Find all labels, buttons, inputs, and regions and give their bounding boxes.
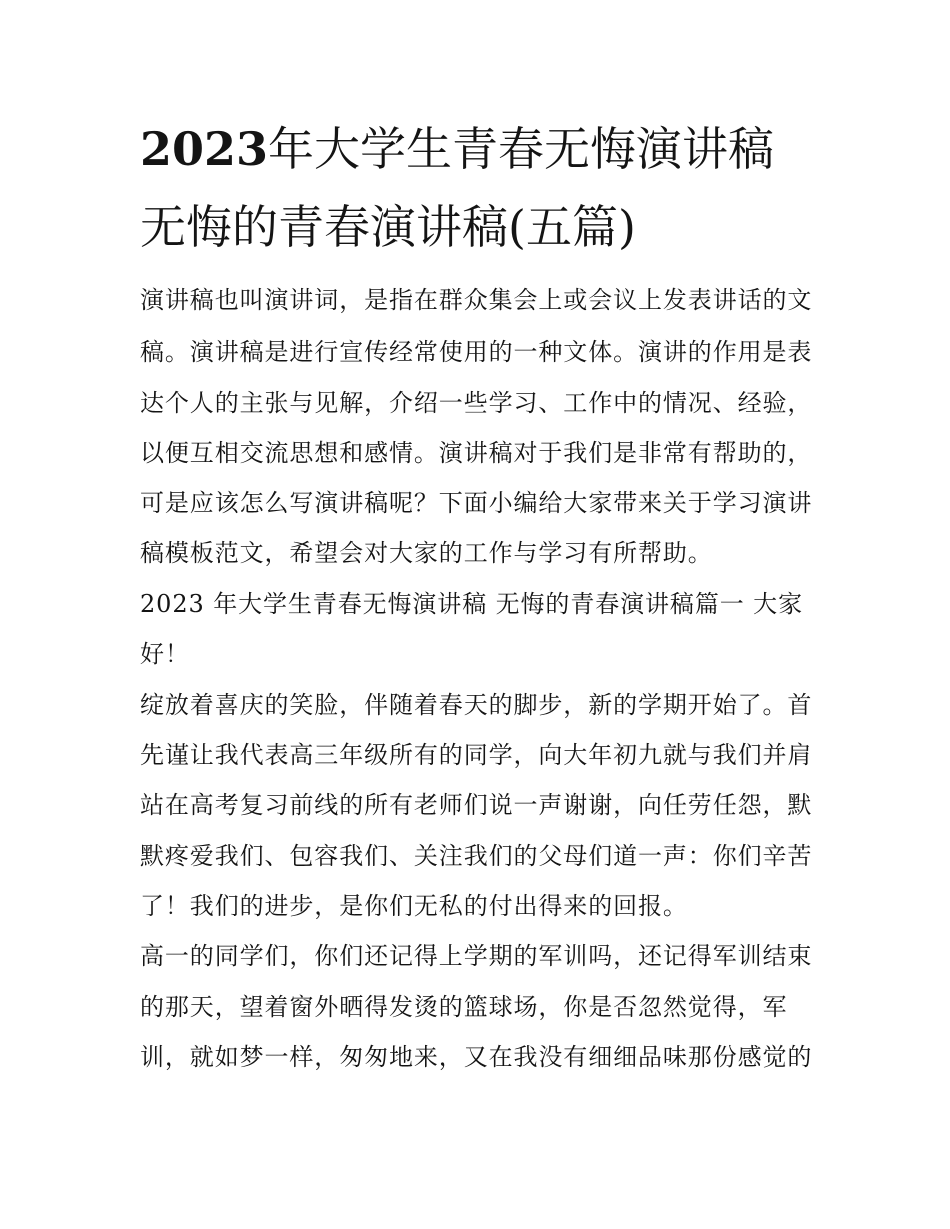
document-title-line-1 (140, 119, 774, 179)
body-line: 达个人的主张与见解，介绍一些学习、工作中的情况、经验， (140, 389, 813, 417)
body-line: 绽放着喜庆的笑脸，伴随着春天的脚步，新的学期开始了。首 (140, 691, 813, 719)
body-line: 站在高考复习前线的所有老师们说一声谢谢，向任劳任怨，默 (140, 791, 813, 819)
body-line: 训，就如梦一样，匆匆地来，又在我没有细细品味那份感觉的 (140, 1043, 813, 1071)
body-line: 高一的同学们，你们还记得上学期的军训吗，还记得军训结束 (140, 942, 813, 970)
body-line: 稿。演讲稿是进行宣传经常使用的一种文体。演讲的作用是表 (140, 338, 813, 366)
body-line: 先谨让我代表高三年级所有的同学，向大年初九就与我们并肩 (140, 741, 813, 769)
body-line: 的那天，望着窗外晒得发烫的篮球场，你是否忽然觉得，军 (140, 993, 788, 1021)
body-line: 稿模板范文，希望会对大家的工作与学习有所帮助。 (140, 539, 713, 567)
body-line: 好！ (140, 640, 190, 668)
title-text-1: 年大学生青春无悔演讲稿 (268, 122, 775, 176)
body-line: 默疼爱我们、包容我们、关注我们的父母们道一声：你们辛苦 (140, 842, 813, 870)
body-line: 可是应该怎么写演讲稿呢？下面小编给大家带来关于学习演讲 (140, 489, 813, 517)
body-line: 了！我们的进步，是你们无私的付出得来的回报。 (140, 892, 688, 920)
document-title-line-2: 无悔的青春演讲稿(五篇) (140, 200, 636, 254)
body-line: 演讲稿也叫演讲词，是指在群众集会上或会议上发表讲话的文 (140, 286, 813, 314)
body-line: 以便互相交流思想和感情。演讲稿对于我们是非常有帮助的， (140, 439, 813, 467)
section-heading-line: 2023 年大学生青春无悔演讲稿 无悔的青春演讲稿篇一 大家 (140, 590, 803, 618)
title-year: 2023 (140, 122, 269, 176)
